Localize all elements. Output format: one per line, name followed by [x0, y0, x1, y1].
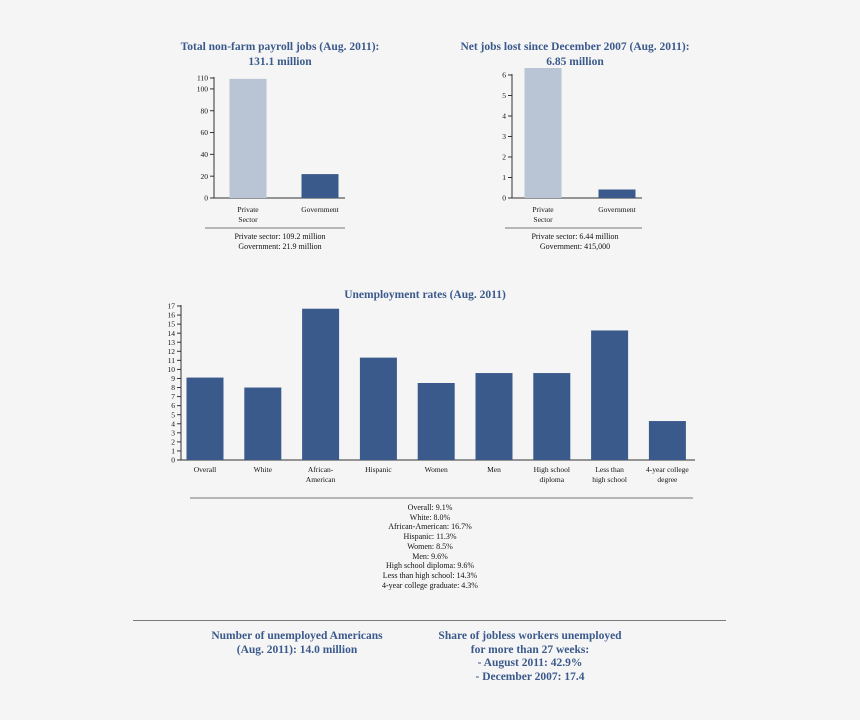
y-tick-label: 1: [502, 173, 506, 183]
bar: [187, 378, 224, 460]
x-category-label: Private: [532, 205, 554, 214]
bar: [302, 309, 339, 460]
footer-divider: [133, 620, 726, 621]
chart1-note: Private sector: 109.2 million: [234, 232, 326, 241]
x-category-label: American: [305, 475, 336, 484]
chart3-note: 4-year college graduate: 4.3%: [382, 580, 478, 590]
chart3-notes: [330, 503, 530, 590]
bar: [591, 330, 628, 460]
x-category-label: Government: [301, 205, 339, 214]
bar: [533, 373, 570, 460]
x-category-label: degree: [657, 475, 678, 484]
chart1-title-line1: Total non-farm payroll jobs (Aug. 2011):: [180, 41, 380, 53]
chart2-note: Government: 415,000: [539, 241, 611, 251]
x-category-label: African-: [307, 465, 334, 474]
x-category-label: White: [253, 465, 272, 474]
y-tick-label: 15: [167, 319, 175, 329]
chart2-title-line2: 6.85 million: [546, 56, 604, 68]
y-tick-label: 17: [167, 301, 175, 311]
y-tick-label: 6: [502, 70, 506, 80]
y-tick-label: 110: [197, 73, 208, 83]
x-category-label: Less than: [595, 465, 624, 474]
y-tick-label: 7: [171, 392, 175, 402]
y-tick-label: 6: [171, 401, 175, 411]
bar: [244, 388, 281, 460]
chart2-title: [440, 40, 710, 70]
x-category-label: Hispanic: [365, 465, 392, 474]
chart3-note: African-American: 16.7%: [388, 522, 472, 532]
y-tick-label: 14: [167, 328, 175, 338]
x-category-label: diploma: [539, 475, 565, 484]
chart3-note: Overall: 9.1%: [407, 503, 453, 512]
y-tick-label: 13: [167, 337, 175, 347]
y-tick-label: 0: [204, 193, 208, 203]
chart1-title-line2: 131.1 million: [248, 56, 312, 68]
x-category-label: Women: [424, 465, 448, 474]
chart1-plot: [170, 68, 370, 230]
y-tick-label: 5: [171, 410, 175, 420]
chart3-plot: [140, 300, 700, 502]
chart3-note: High school diploma: 9.6%: [386, 561, 474, 571]
y-tick-label: 10: [167, 365, 175, 375]
x-category-label: Private: [237, 205, 259, 214]
y-tick-label: 12: [167, 346, 175, 356]
bar: [649, 421, 686, 460]
y-tick-label: 8: [171, 383, 175, 393]
y-tick-label: 0: [171, 455, 175, 465]
y-tick-label: 9: [171, 374, 175, 384]
chart3-note: White: 8.0%: [409, 512, 451, 522]
x-category-label: High school: [533, 465, 571, 474]
bar: [476, 373, 513, 460]
x-category-label: Men: [487, 465, 501, 474]
y-tick-label: 16: [167, 310, 175, 320]
y-tick-label: 5: [502, 91, 506, 101]
bar: [360, 358, 397, 460]
x-category-label: high school: [592, 475, 627, 484]
x-category-label: Overall: [193, 465, 217, 474]
footer-right-line: - August 2011: 42.9%: [477, 657, 583, 669]
chart2-note: Private sector: 6.44 million: [531, 232, 619, 241]
footer-right-line: - December 2007: 17.4: [475, 670, 585, 683]
footer-left-line: (Aug. 2011): 14.0 million: [236, 643, 358, 656]
bar: [525, 68, 562, 198]
footer-right: [420, 630, 640, 684]
chart3-note: Men: 9.6%: [412, 551, 448, 561]
footer-right-line: Share of jobless workers unemployed: [438, 630, 622, 642]
bar: [302, 174, 339, 198]
x-category-label: Sector: [238, 215, 258, 224]
y-tick-label: 20: [200, 171, 208, 181]
y-tick-label: 4: [502, 111, 506, 121]
y-tick-label: 1: [171, 446, 175, 456]
footer-left: [187, 630, 407, 657]
chart1-notes: [200, 232, 360, 251]
chart3-title-line1: Unemployment rates (Aug. 2011): [344, 289, 506, 301]
y-tick-label: 4: [171, 419, 175, 429]
bar: [599, 189, 636, 198]
x-category-label: 4-year college: [646, 465, 689, 474]
x-category-label: Sector: [533, 215, 553, 224]
x-category-label: Government: [598, 205, 636, 214]
bar: [418, 383, 455, 460]
y-tick-label: 2: [502, 152, 506, 162]
bar: [230, 79, 267, 198]
chart2-notes: [495, 232, 655, 251]
chart2-title-line1: Net jobs lost since December 2007 (Aug. 2011):: [460, 41, 690, 53]
chart3-note: Less than high school: 14.3%: [382, 570, 478, 580]
y-tick-label: 80: [200, 106, 208, 116]
footer-left-line: Number of unemployed Americans: [211, 630, 383, 642]
chart3-note: Women: 8.5%: [407, 541, 453, 551]
chart3-note: Hispanic: 11.3%: [403, 532, 457, 542]
chart1-note: Government: 21.9 million: [238, 241, 322, 251]
y-tick-label: 3: [502, 132, 506, 142]
footer-right-line: for more than 27 weeks:: [470, 643, 590, 656]
y-tick-label: 100: [196, 84, 208, 94]
y-tick-label: 3: [171, 428, 175, 438]
y-tick-label: 0: [502, 193, 506, 203]
y-tick-label: 11: [167, 355, 175, 365]
y-tick-label: 60: [200, 128, 208, 138]
chart1-title: [150, 40, 410, 70]
y-tick-label: 40: [200, 149, 208, 159]
y-tick-label: 2: [171, 437, 175, 447]
chart2-plot: [470, 68, 670, 230]
